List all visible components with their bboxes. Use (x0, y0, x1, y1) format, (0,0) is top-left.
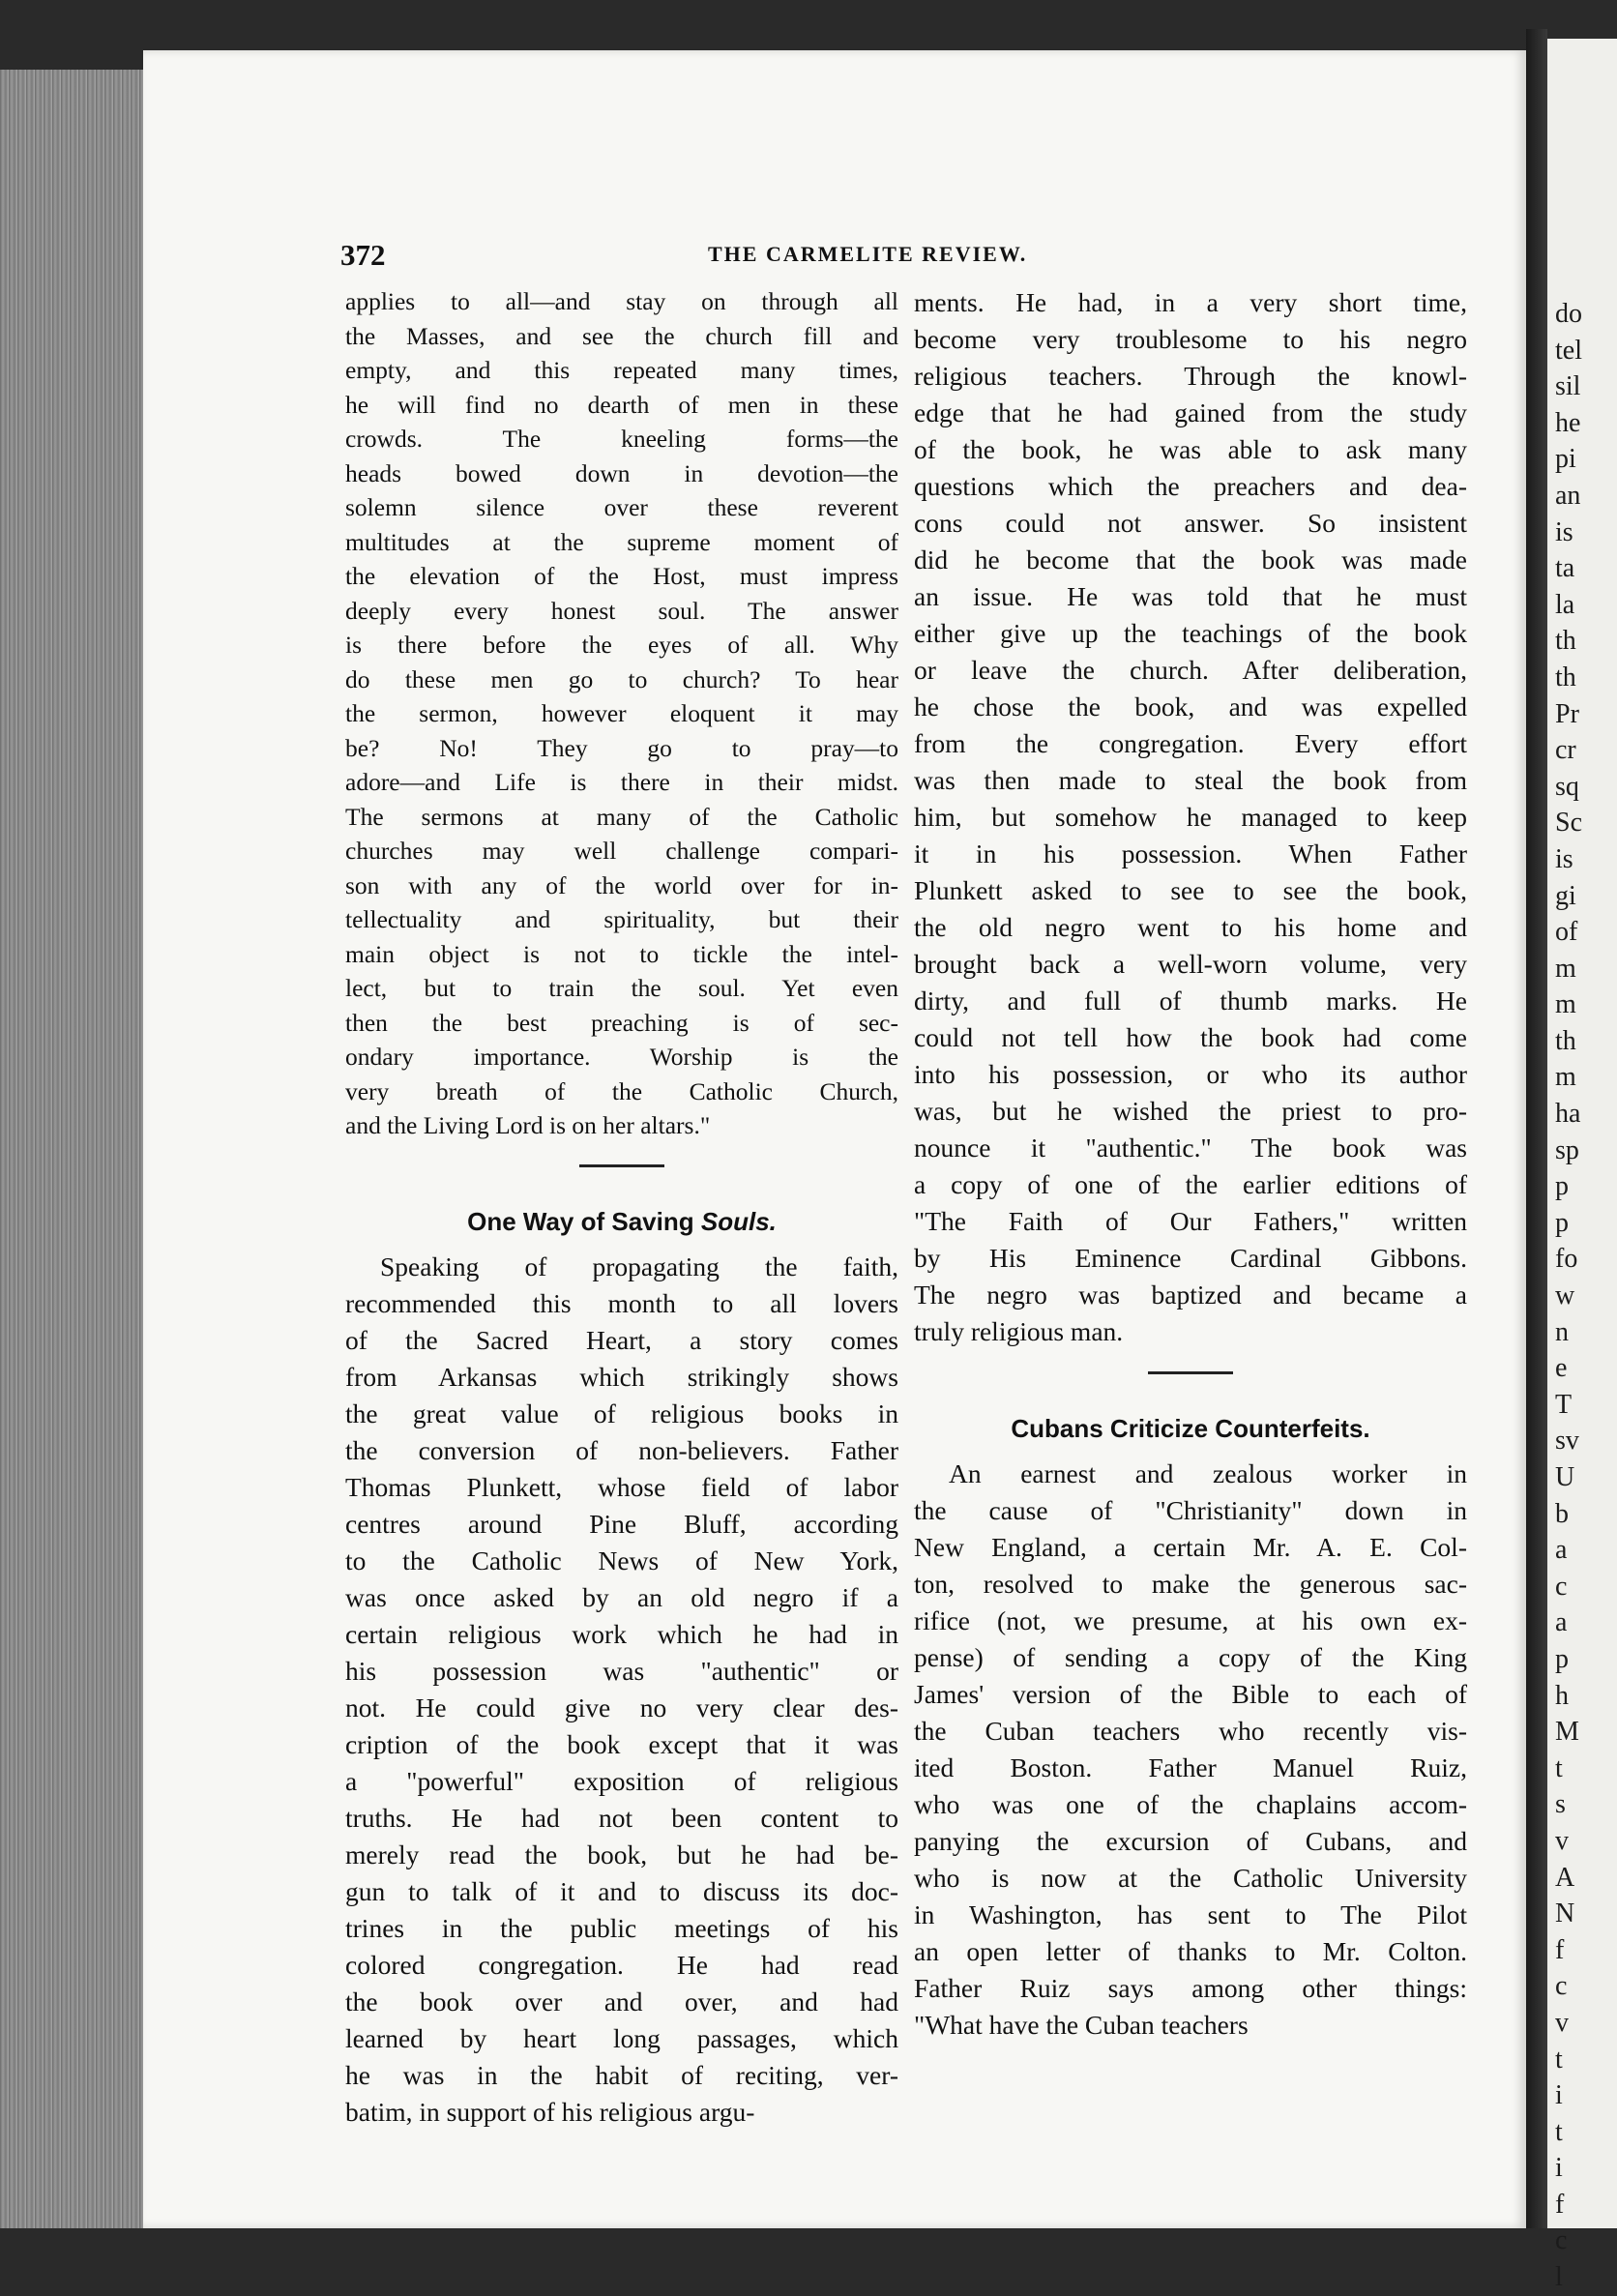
facing-page-fragment: sq (1555, 771, 1579, 802)
text-line: could not tell how the book had come (914, 1022, 1467, 1052)
text-line: religious teachers. Through the knowl- (914, 361, 1467, 391)
text-line: trines in the public meetings of his (345, 1912, 898, 1943)
facing-page-fragment: ha (1555, 1099, 1581, 1130)
text-line: son with any of the world over for in- (345, 870, 898, 899)
facing-page-fragment: v (1555, 2007, 1569, 2038)
text-line: by His Eminence Cardinal Gibbons. (914, 1243, 1467, 1273)
text-line: ments. He had, in a very short time, (914, 287, 1467, 317)
text-line: was once asked by an old negro if a (345, 1581, 898, 1612)
text-line: cription of the book except that it was (345, 1728, 898, 1759)
facing-page-fragment: p (1555, 1643, 1569, 1674)
text-line: brought back a well-worn volume, very (914, 949, 1467, 979)
text-line: crowds. The kneeling forms—the (345, 425, 898, 453)
text-line: an open letter of thanks to Mr. Colton. (914, 1936, 1467, 1966)
text-line: his possession was "authentic" or (345, 1655, 898, 1686)
facing-page-fragment: M (1555, 1717, 1579, 1748)
text-line: was then made to steal the book from (914, 765, 1467, 795)
facing-page-fragment: sp (1555, 1134, 1579, 1165)
text-line: he will find no dearth of men in these (345, 390, 898, 419)
text-line: of the book, he was able to ask many (914, 434, 1467, 464)
facing-page-fragment: h (1555, 1680, 1569, 1711)
text-line: questions which the preachers and dea- (914, 471, 1467, 501)
facing-page-fragment: p (1555, 1171, 1569, 1202)
facing-page-fragment: f (1555, 1934, 1565, 1965)
text-line: into his possession, or who its author (914, 1059, 1467, 1089)
facing-page-fragment: fo (1555, 1244, 1578, 1275)
text-line: the cause of "Christianity" down in (914, 1495, 1467, 1525)
facing-page-fragment: do (1555, 299, 1582, 329)
facing-page-text-fragments (1555, 296, 1613, 2296)
text-line: very breath of the Catholic Church, (345, 1076, 898, 1105)
text-line: ited Boston. Father Manuel Ruiz, (914, 1752, 1467, 1782)
text-line: the book over and over, and had (345, 1986, 898, 2016)
text-line: either give up the teachings of the book (914, 618, 1467, 648)
facing-page-fragment: of (1555, 917, 1578, 948)
text-line: in Washington, has sent to The Pilot (914, 1899, 1467, 1929)
facing-page-fragment: th (1555, 662, 1576, 692)
text-line: the sermon, however eloquent it may (345, 699, 898, 727)
heading-text: One Way of Saving (467, 1206, 701, 1236)
facing-page-fragment: l (1555, 2262, 1563, 2293)
text-line: centres around Pine Bluff, according (345, 1508, 898, 1539)
book-page-edges (0, 70, 145, 2228)
text-line: gun to talk of it and to discuss its doc- (345, 1875, 898, 1906)
text-line: then the best preaching is of sec- (345, 1008, 898, 1037)
text-line: the old negro went to his home and (914, 912, 1467, 942)
text-line: Thomas Plunkett, whose field of labor (345, 1471, 898, 1502)
facing-page-fragment: v (1555, 1825, 1569, 1856)
text-line: solemn silence over these reverent (345, 493, 898, 521)
text-line: who is now at the Catholic University (914, 1863, 1467, 1893)
text-line: or leave the church. After deliberation, (914, 655, 1467, 685)
facing-page-fragment: sv (1555, 1426, 1579, 1457)
text-line: New England, a certain Mr. A. E. Col- (914, 1532, 1467, 1562)
facing-page-fragment: an (1555, 480, 1581, 511)
facing-page-fragment: la (1555, 589, 1575, 620)
text-line: tellectuality and spirituality, but their (345, 905, 898, 933)
facing-page-fragment: f (1555, 2189, 1565, 2220)
facing-page-fragment: Pr (1555, 698, 1579, 729)
text-line: the elevation of the Host, must impress (345, 562, 898, 590)
facing-page-fragment: i (1555, 2080, 1563, 2111)
facing-page-fragment: gi (1555, 880, 1576, 911)
text-line: who was one of the chaplains accom- (914, 1789, 1467, 1819)
text-line: An earnest and zealous worker in (949, 1458, 1467, 1488)
facing-page-fragment: a (1555, 1607, 1568, 1638)
facing-page-fragment: t (1555, 2116, 1563, 2147)
book-gutter (1526, 29, 1547, 2228)
running-title: THE CARMELITE REVIEW. (708, 242, 1028, 266)
facing-page-fragment: a (1555, 1535, 1568, 1566)
facing-page-fragment: m (1555, 1062, 1576, 1093)
facing-page-fragment: w (1555, 1280, 1575, 1311)
text-line: James' version of the Bible to each of (914, 1679, 1467, 1709)
text-line: panying the excursion of Cubans, and (914, 1826, 1467, 1856)
text-line: become very troublesome to his negro (914, 324, 1467, 354)
heading-text-italic: Souls. (700, 1206, 777, 1236)
facing-page-fragment: m (1555, 989, 1576, 1020)
facing-page-fragment: pi (1555, 444, 1576, 475)
text-line: "The Faith of Our Fathers," written (914, 1206, 1467, 1236)
text-line: not. He could give no very clear des- (345, 1692, 898, 1722)
text-line: The negro was baptized and became a (914, 1280, 1467, 1310)
text-line: ton, resolved to make the generous sac- (914, 1569, 1467, 1599)
facing-page-fragment: c (1555, 1971, 1568, 2002)
text-line: recommended this month to all lovers (345, 1287, 898, 1318)
text-line: edge that he had gained from the study (914, 397, 1467, 427)
text-line: heads bowed down in devotion—the (345, 458, 898, 487)
text-line: Father Ruiz says among other things: (914, 1973, 1467, 2003)
text-line: merely read the book, but he had be- (345, 1839, 898, 1869)
text-line: from Arkansas which strikingly shows (345, 1361, 898, 1392)
text-line: him, but somehow he managed to keep (914, 802, 1467, 832)
left-paragraph-saving-souls (345, 1249, 898, 2131)
facing-page-fragment: Sc (1555, 808, 1582, 839)
text-line: deeply every honest soul. The answer (345, 596, 898, 625)
facing-page-fragment: he (1555, 407, 1581, 438)
text-line: "What have the Cuban teachers (914, 2010, 1249, 2040)
text-line: nounce it "authentic." The book was (914, 1133, 1467, 1163)
text-line: was, but he wished the priest to pro- (914, 1096, 1467, 1126)
facing-page-fragment: n (1555, 1316, 1569, 1347)
text-line: learned by heart long passages, which (345, 2022, 898, 2053)
text-line: main object is not to tickle the intel- (345, 939, 898, 968)
left-column (345, 284, 898, 2131)
text-line: a "powerful" exposition of religious (345, 1765, 898, 1796)
text-line: is there before the eyes of all. Why (345, 631, 898, 659)
facing-page-fragment: p (1555, 1207, 1569, 1238)
text-line: adore—and Life is there in their midst. (345, 768, 898, 796)
text-line: pense) of sending a copy of the King (914, 1642, 1467, 1672)
facing-page-fragment: ta (1555, 553, 1575, 584)
text-line: did he become that the book was made (914, 545, 1467, 574)
text-line: batim, in support of his religious argu- (345, 2096, 755, 2127)
text-line: colored congregation. He had read (345, 1949, 898, 1980)
text-line: an issue. He was told that he must (914, 581, 1467, 611)
section-heading-cubans: Cubans Criticize Counterfeits. (1011, 1414, 1370, 1443)
text-line: do these men go to church? To hear (345, 664, 898, 693)
text-line: truths. He had not been content to (345, 1802, 898, 1833)
facing-page-fragment: U (1555, 1462, 1575, 1492)
facing-page-fragment: t (1555, 2044, 1563, 2075)
section-divider (579, 1164, 664, 1167)
facing-page-fragment: th (1555, 626, 1576, 657)
facing-page-fragment: N (1555, 1899, 1575, 1929)
text-line: he was in the habit of reciting, ver- (345, 2059, 898, 2090)
left-paragraph-continued (345, 284, 898, 1143)
text-line: a copy of one of the earlier editions of (914, 1169, 1467, 1199)
facing-page-fragment: A (1555, 1862, 1575, 1893)
facing-page-fragment: T (1555, 1389, 1573, 1420)
text-line: the great value of religious books in (345, 1398, 898, 1428)
facing-page (1547, 39, 1617, 2293)
text-line: cons could not answer. So insistent (914, 508, 1467, 538)
facing-page-fragment: i (1555, 2153, 1563, 2184)
right-paragraph-cubans (914, 1456, 1467, 2044)
text-line: lect, but to train the soul. Yet even (345, 974, 898, 1002)
text-line: applies to all—and stay on through all (345, 287, 898, 315)
text-line: dirty, and full of thumb marks. He (914, 986, 1467, 1016)
right-paragraph-continued (914, 284, 1467, 1350)
text-line: the Masses, and see the church fill and (345, 321, 898, 350)
facing-page-fragment: is (1555, 516, 1573, 547)
facing-page-fragment: s (1555, 1789, 1566, 1820)
facing-page-fragment: e (1555, 1353, 1568, 1384)
text-line: Plunkett asked to see to see the book, (914, 875, 1467, 905)
text-line: certain religious work which he had in (345, 1618, 898, 1649)
facing-page-fragment: sil (1555, 371, 1581, 402)
page-header (340, 238, 1472, 277)
facing-page-fragment: b (1555, 1498, 1569, 1529)
facing-page-fragment: t (1555, 1752, 1563, 1783)
text-line: churches may well challenge compari- (345, 837, 898, 865)
text-line: empty, and this repeated many times, (345, 356, 898, 384)
section-divider (1148, 1371, 1233, 1374)
facing-page-fragment: c (1555, 1571, 1568, 1602)
facing-page-fragment: is (1555, 843, 1573, 874)
text-line: he chose the book, and was expelled (914, 692, 1467, 721)
text-line: be? No! They go to pray—to (345, 733, 898, 762)
text-line: the conversion of non-believers. Father (345, 1434, 898, 1465)
facing-page-fragment: cr (1555, 735, 1576, 766)
facing-page-fragment: m (1555, 953, 1576, 984)
facing-page-fragment: tel (1555, 335, 1582, 366)
text-line: it in his possession. When Father (914, 839, 1467, 868)
section-heading-saving-souls (345, 1200, 898, 1243)
right-column (914, 284, 1467, 2044)
text-line: the Cuban teachers who recently vis- (914, 1716, 1467, 1746)
text-line: of the Sacred Heart, a story comes (345, 1324, 898, 1355)
text-line: ondary importance. Worship is the (345, 1043, 898, 1071)
text-line: from the congregation. Every effort (914, 728, 1467, 758)
text-line: rifice (not, we presume, at his own ex- (914, 1605, 1467, 1635)
text-line: truly religious man. (914, 1316, 1124, 1346)
facing-page-fragment: c (1555, 2225, 1568, 2256)
text-line: multitudes at the supreme moment of (345, 527, 898, 556)
page-number: 372 (340, 238, 386, 272)
facing-page-fragment: th (1555, 1025, 1576, 1056)
text-line: to the Catholic News of New York, (345, 1545, 898, 1575)
text-line: The sermons at many of the Catholic (345, 802, 898, 831)
text-line: Speaking of propagating the faith, (380, 1251, 898, 1281)
text-line: and the Living Lord is on her altars." (345, 1111, 711, 1139)
